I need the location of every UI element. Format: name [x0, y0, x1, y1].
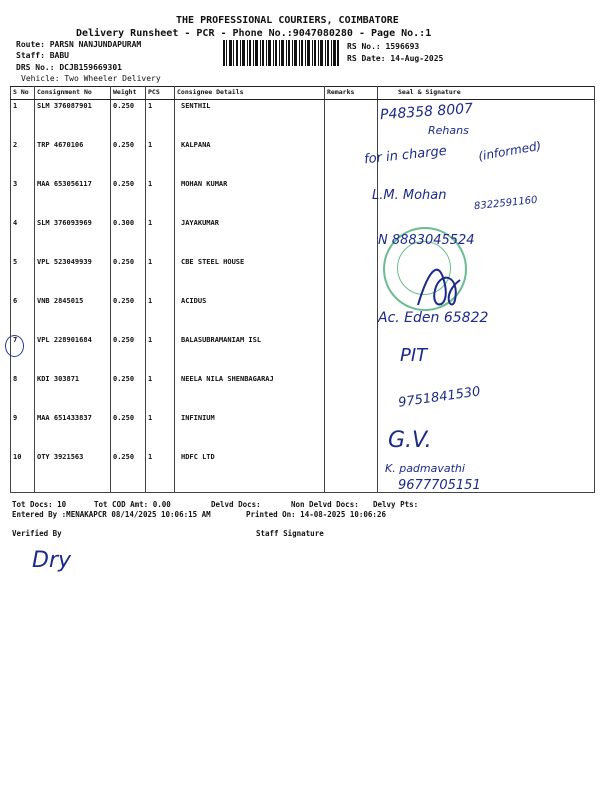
row-pcs: 1 — [146, 295, 175, 334]
footer-delvy-pts: Delvy Pts: — [373, 500, 419, 509]
row-remarks — [325, 334, 378, 373]
table-header-row — [11, 87, 595, 100]
footer-delvd-docs: Delvd Docs: — [211, 500, 261, 509]
row-sno: 1 — [11, 100, 35, 140]
row-consignee: JAYAKUMAR — [175, 217, 325, 256]
row-consignee: KALPANA — [175, 139, 325, 178]
row-consignee: HDFC LTD — [175, 451, 325, 493]
row-weight: 0.250 — [111, 334, 146, 373]
row-weight: 0.250 — [111, 412, 146, 451]
row-remarks — [325, 217, 378, 256]
row-consignment: SLM 376093969 — [35, 217, 111, 256]
rs-date: RS Date: 14-Aug-2025 — [347, 54, 444, 63]
col-pcs: PCS — [146, 87, 175, 100]
handwriting-row1-a: P48358 8007 — [379, 100, 474, 124]
footer-tot-cod: Tot COD Amt: 0.00 — [94, 500, 171, 509]
row-consignee: CBE STEEL HOUSE — [175, 256, 325, 295]
table-row — [11, 412, 595, 451]
row-pcs: 1 — [146, 412, 175, 451]
footer-tot-docs: Tot Docs: 10 — [12, 500, 67, 509]
col-seal-signature: Seal & Signature — [378, 87, 595, 100]
row-weight: 0.250 — [111, 451, 146, 493]
handwriting-row10-b: 9677705151 — [398, 478, 481, 493]
row-pcs: 1 — [146, 178, 175, 217]
row-sno: 3 — [11, 178, 35, 217]
row-remarks — [325, 295, 378, 334]
row-remarks — [325, 100, 378, 140]
barcode-graphic — [222, 40, 340, 66]
handwriting-row10-a: K. padmavathi — [385, 462, 465, 475]
row-consignee: NEELA NILA SHENBAGARAJ — [175, 373, 325, 412]
row7-circle-mark — [5, 335, 24, 357]
row-consignee: ACIDUS — [175, 295, 325, 334]
row-consignment: OTY 3921563 — [35, 451, 111, 493]
row-sno: 4 — [11, 217, 35, 256]
rs-no: RS No.: 1596693 — [347, 42, 420, 51]
row-consignment: VPL 523049939 — [35, 256, 111, 295]
row-remarks — [325, 178, 378, 217]
row-pcs: 1 — [146, 373, 175, 412]
row-weight: 0.250 — [111, 373, 146, 412]
row-remarks — [325, 256, 378, 295]
footer-non-delvd-docs: Non Delvd Docs: — [291, 500, 359, 509]
row-remarks — [325, 451, 378, 493]
handwriting-row7: PIT — [400, 345, 428, 366]
col-weight: Weight — [111, 87, 146, 100]
handwriting-row9: G.V. — [388, 428, 432, 453]
row-weight: 0.250 — [111, 295, 146, 334]
row-pcs: 1 — [146, 100, 175, 140]
row-consignee: BALASUBRAMANIAM ISL — [175, 334, 325, 373]
row-sno: 2 — [11, 139, 35, 178]
route: Route: PARSN NANJUNDAPURAM — [16, 40, 142, 49]
vehicle: Vehicle: Two Wheeler Delivery — [21, 74, 161, 83]
row-pcs: 1 — [146, 256, 175, 295]
row-consignment: MAA 651433837 — [35, 412, 111, 451]
row-remarks — [325, 412, 378, 451]
row-sno: 6 — [11, 295, 35, 334]
handwriting-row3-a: L.M. Mohan — [372, 188, 447, 203]
table-row — [11, 451, 595, 493]
col-remarks: Remarks — [325, 87, 378, 100]
footer-entered-by: Entered By :MENAKAPCR 08/14/2025 10:06:15 AM — [12, 510, 211, 519]
footer-printed-on: Printed On: 14-08-2025 10:06:26 — [246, 510, 386, 519]
handwriting-row4: N 8883045524 — [378, 233, 475, 248]
runsheet-line: Delivery Runsheet - PCR - Phone No.:9047080280 - Page No.:1 — [76, 28, 432, 39]
row-consignment: MAA 653056117 — [35, 178, 111, 217]
verified-signature: Dry — [32, 548, 72, 573]
row-consignment: VPL 228901684 — [35, 334, 111, 373]
row-weight: 0.250 — [111, 100, 146, 140]
row-pcs: 1 — [146, 217, 175, 256]
drs-no: DRS No.: DCJB159669301 — [16, 63, 122, 72]
row-sno: 5 — [11, 256, 35, 295]
row-sno: 10 — [11, 451, 35, 493]
handwriting-row3-b: 8322591160 — [473, 194, 539, 213]
row-consignment: SLM 376087901 — [35, 100, 111, 140]
row-consignee: SENTHIL — [175, 100, 325, 140]
row-weight: 0.300 — [111, 217, 146, 256]
table-row — [11, 373, 595, 412]
row-remarks — [325, 373, 378, 412]
row-consignee: MOHAN KUMAR — [175, 178, 325, 217]
handwriting-row8: 9751841530 — [397, 384, 482, 411]
row-weight: 0.250 — [111, 256, 146, 295]
col-consignee: Consignee Details — [175, 87, 325, 100]
col-consignment: Consignment No — [35, 87, 111, 100]
handwriting-row2-b: (informed) — [477, 138, 543, 164]
row-weight: 0.250 — [111, 178, 146, 217]
signature-scribble-row5 — [410, 255, 470, 315]
row-weight: 0.250 — [111, 139, 146, 178]
handwriting-row6: Ac. Eden 65822 — [378, 310, 489, 326]
footer-staff-signature: Staff Signature — [256, 529, 324, 538]
table-row — [11, 295, 595, 334]
company-title: THE PROFESSIONAL COURIERS, COIMBATORE — [176, 15, 399, 26]
handwriting-row2-a: for in charge — [363, 143, 448, 168]
row-consignment: KDI 303871 — [35, 373, 111, 412]
staff: Staff: BABU — [16, 51, 69, 60]
row-sno: 8 — [11, 373, 35, 412]
footer-verified-by: Verified By — [12, 529, 62, 538]
row-consignment: TRP 4670106 — [35, 139, 111, 178]
table-row — [11, 256, 595, 295]
col-sno: S No — [11, 87, 35, 100]
row-pcs: 1 — [146, 139, 175, 178]
row-pcs: 1 — [146, 334, 175, 373]
table-row — [11, 334, 595, 373]
row-consignee: INFINIUM — [175, 412, 325, 451]
row-sno: 9 — [11, 412, 35, 451]
row-sno: 7 — [11, 334, 35, 373]
row-consignment: VNB 2845015 — [35, 295, 111, 334]
table-row — [11, 217, 595, 256]
table-row — [11, 100, 595, 140]
handwriting-row1-b: Rehans — [428, 124, 469, 137]
row-pcs: 1 — [146, 451, 175, 493]
